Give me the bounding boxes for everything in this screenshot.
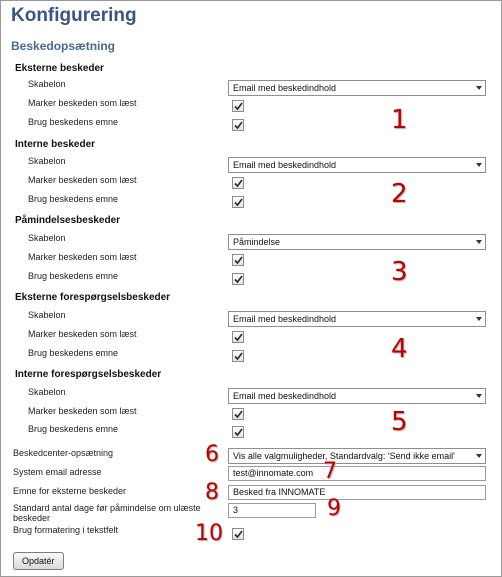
internal-messages-use-subject-checkbox[interactable]	[232, 196, 244, 208]
internal-messages-mark-read-checkbox[interactable]	[232, 177, 244, 189]
external-subject-input[interactable]: Besked fra INNOMATE	[228, 485, 486, 500]
internal-inquiry-template-select[interactable]	[228, 388, 486, 404]
template-label: Skabelon	[28, 310, 66, 320]
checkmark-icon	[234, 121, 243, 130]
checkmark-icon	[234, 352, 243, 361]
annotation-number: 4	[391, 334, 408, 364]
template-label: Skabelon	[28, 233, 66, 243]
group-title-internal-inquiry-messages: Interne forespørgselsbeskeder	[15, 369, 162, 380]
external-subject-label: Emne for eksterne beskeder	[13, 486, 127, 496]
reminder-days-label: Standard antal dage før påmindelse om ulæste	[13, 503, 201, 513]
checkmark-icon	[234, 428, 243, 437]
reminder-messages-mark-read-checkbox[interactable]	[232, 254, 244, 266]
chevron-down-icon	[476, 240, 482, 244]
checkmark-icon	[234, 333, 243, 342]
mark-read-label: Marker beskeden som læst	[28, 329, 137, 339]
annotation-number: 3	[391, 257, 408, 287]
annotation-number: 1	[391, 105, 408, 135]
checkmark-icon	[234, 256, 243, 265]
checkmark-icon	[234, 102, 243, 111]
chevron-down-icon	[476, 394, 482, 398]
message-center-select[interactable]	[228, 448, 486, 464]
mark-read-label: Marker beskeden som læst	[28, 252, 137, 262]
checkmark-icon	[234, 410, 243, 419]
template-label: Skabelon	[28, 156, 66, 166]
checkmark-icon	[234, 179, 243, 188]
external-messages-template-select[interactable]	[228, 80, 486, 96]
internal-inquiry-mark-read-checkbox[interactable]	[232, 408, 244, 420]
use-subject-label: Brug beskedens emne	[28, 271, 119, 281]
external-inquiry-mark-read-checkbox[interactable]	[232, 331, 244, 343]
reminder-days-label-continued: beskeder	[13, 513, 51, 523]
formatting-checkbox[interactable]	[232, 528, 244, 540]
checkmark-icon	[234, 530, 243, 539]
use-subject-label: Brug beskedens emne	[28, 117, 119, 127]
use-subject-label: Brug beskedens emne	[28, 348, 119, 358]
mark-read-label: Marker beskeden som læst	[28, 406, 137, 416]
chevron-down-icon	[476, 86, 482, 90]
internal-messages-template-select[interactable]	[228, 157, 486, 173]
annotation-number: 8	[205, 480, 219, 505]
select-value: Vis alle valgmuligheder, Standardvalg: 'Send ikke email'	[233, 451, 455, 461]
use-subject-label: Brug beskedens emne	[28, 424, 119, 434]
annotation-number: 2	[391, 179, 408, 209]
external-inquiry-use-subject-checkbox[interactable]	[232, 350, 244, 362]
reminder-messages-template-select[interactable]	[228, 234, 486, 250]
external-messages-use-subject-checkbox[interactable]	[232, 119, 244, 131]
internal-inquiry-use-subject-checkbox[interactable]	[232, 426, 244, 438]
group-title-external-messages: Eksterne beskeder	[15, 63, 104, 74]
annotation-number: 5	[391, 407, 408, 437]
formatting-label: Brug formatering i tekstfelt	[13, 525, 119, 535]
page-title: Konfigurering	[11, 5, 137, 26]
select-value: Email med beskedindhold	[233, 160, 337, 170]
checkmark-icon	[234, 275, 243, 284]
group-title-reminder-messages: Påmindelsesbeskeder	[15, 215, 121, 226]
annotation-number: 10	[195, 521, 223, 546]
group-title-internal-messages: Interne beskeder	[15, 139, 96, 150]
system-email-input[interactable]: test@innomate.com	[228, 466, 486, 481]
update-button[interactable]: Opdatér	[13, 552, 64, 570]
use-subject-label: Brug beskedens emne	[28, 194, 119, 204]
section-title: Beskedopsætning	[11, 39, 116, 53]
annotation-number: 9	[327, 496, 341, 521]
select-value: Email med beskedindhold	[233, 391, 337, 401]
chevron-down-icon	[476, 317, 482, 321]
message-center-label: Beskedcenter-opsætning	[13, 448, 114, 458]
checkmark-icon	[234, 198, 243, 207]
chevron-down-icon	[476, 454, 482, 458]
template-label: Skabelon	[28, 387, 66, 397]
template-label: Skabelon	[28, 79, 66, 89]
annotation-number: 6	[205, 442, 219, 467]
external-inquiry-template-select[interactable]	[228, 311, 486, 327]
select-value: Email med beskedindhold	[233, 83, 337, 93]
reminder-messages-use-subject-checkbox[interactable]	[232, 273, 244, 285]
mark-read-label: Marker beskeden som læst	[28, 98, 137, 108]
reminder-days-input[interactable]: 3	[228, 503, 316, 518]
system-email-label: System email adresse	[13, 467, 102, 477]
select-value: Email med beskedindhold	[233, 314, 337, 324]
group-title-external-inquiry-messages: Eksterne forespørgselsbeskeder	[15, 292, 171, 303]
external-messages-mark-read-checkbox[interactable]	[232, 100, 244, 112]
chevron-down-icon	[476, 163, 482, 167]
mark-read-label: Marker beskeden som læst	[28, 175, 137, 185]
annotation-number: 7	[323, 459, 337, 484]
select-value: Påmindelse	[233, 237, 281, 247]
